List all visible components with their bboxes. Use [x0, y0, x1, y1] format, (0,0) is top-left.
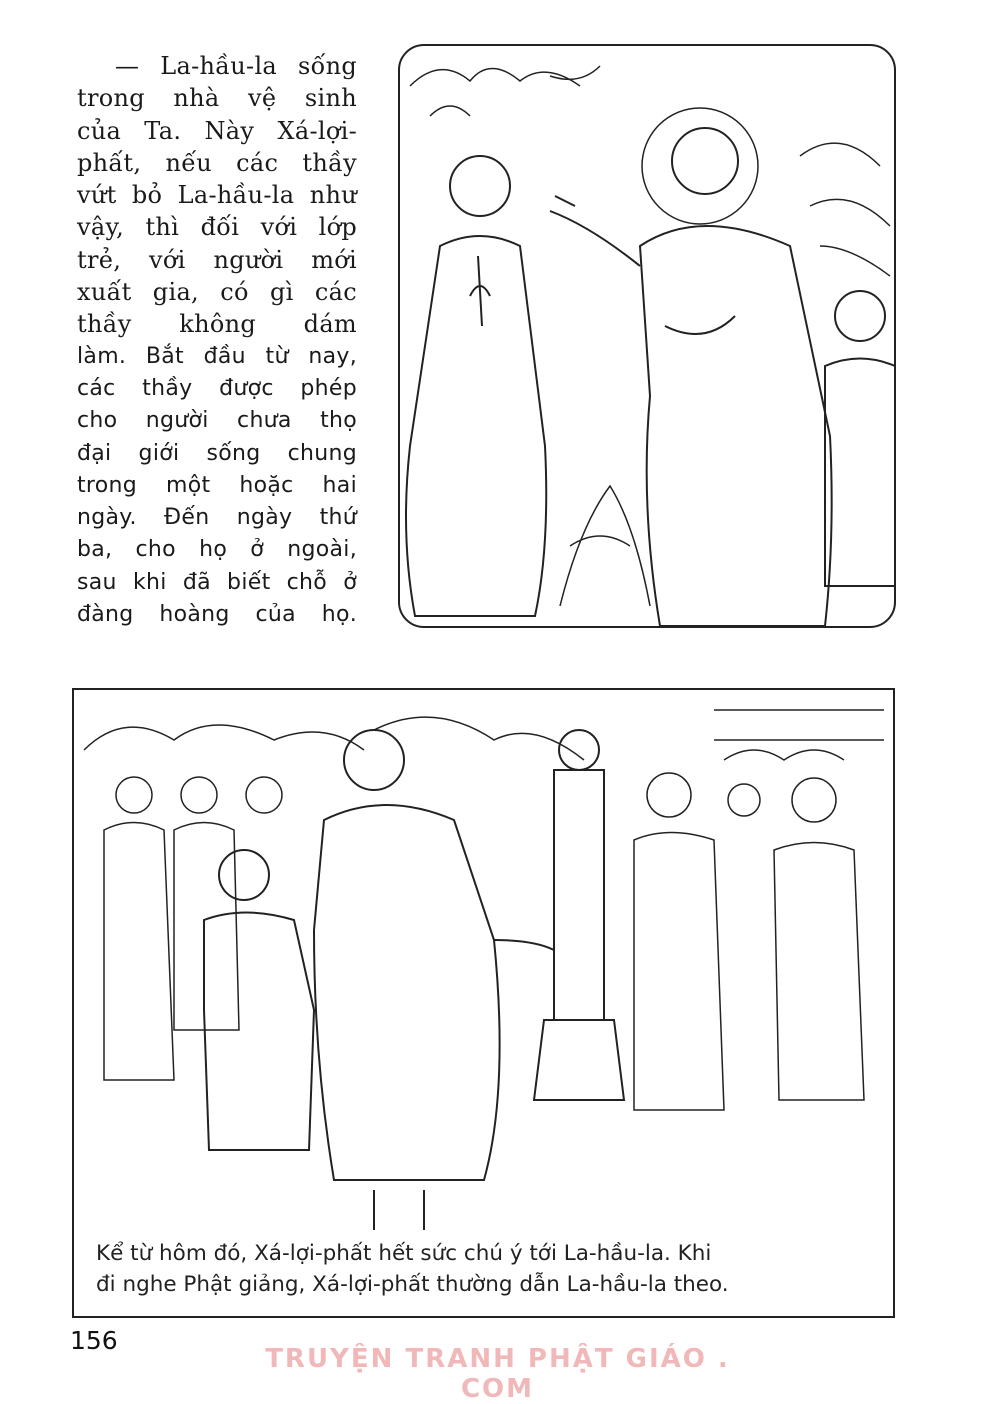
monk-crowd-left [104, 777, 282, 1080]
panel-illustration [74, 690, 893, 1316]
foliage [410, 66, 890, 606]
comic-panel-buddha-monks [398, 44, 896, 628]
dialogue-line: — La-hầu-la sống [115, 52, 357, 80]
buddha [550, 108, 832, 626]
dialogue-line: ngày. Đến ngày thứ [77, 505, 357, 531]
dialogue-line: vứt bỏ La-hầu-la như [77, 181, 357, 210]
dialogue-line: làm. Bắt đầu từ nay, [77, 343, 357, 369]
watermark: TRUYỆN TRANH PHẬT GIÁO . COM [265, 1344, 730, 1404]
caption-line: đi nghe Phật giảng, Xá-lợi-phất thường dẫn La-hầu-la theo. [96, 1272, 729, 1297]
background-trees [84, 710, 884, 760]
dialogue-line: xuất gia, có gì các [77, 278, 357, 307]
sariputta [314, 730, 554, 1230]
dialogue-line: trong một hoặc hai [77, 472, 357, 498]
dialogue-line: đại giới sống chung [77, 440, 357, 466]
dialogue-line: các thầy được phép [77, 375, 357, 401]
monk-left [406, 156, 546, 616]
dialogue-line: đàng hoàng của họ. [77, 602, 357, 628]
dialogue-line: ba, cho họ ở ngoài, [77, 537, 357, 563]
dialogue-line: thầy không dám [77, 310, 357, 339]
young-monk-right [825, 291, 894, 586]
dialogue-line: sau khi đã biết chỗ ở [77, 569, 357, 595]
caption-line: Kể từ hôm đó, Xá-lợi-phất hết sức chú ý tới La-hầu-la. Khi [96, 1241, 712, 1266]
dialogue-line: của Ta. Này Xá-lợi- [77, 116, 357, 145]
dialogue-text [77, 50, 357, 631]
page-number: 156 [70, 1326, 118, 1355]
comic-panel-sariputta-rahula [72, 688, 895, 1318]
panel-illustration [400, 46, 894, 626]
dialogue-line: vậy, thì đối với lớp [77, 213, 357, 242]
caption [96, 1238, 876, 1300]
monk-crowd-right [634, 773, 864, 1110]
stone-pillar [534, 730, 624, 1100]
dialogue-line: phất, nếu các thầy [77, 148, 357, 177]
dialogue-line: cho người chưa thọ [77, 408, 357, 434]
rahula [204, 850, 314, 1150]
dialogue-line: trong nhà vệ sinh [77, 84, 357, 113]
dialogue-line: trẻ, với người mới [77, 245, 357, 274]
